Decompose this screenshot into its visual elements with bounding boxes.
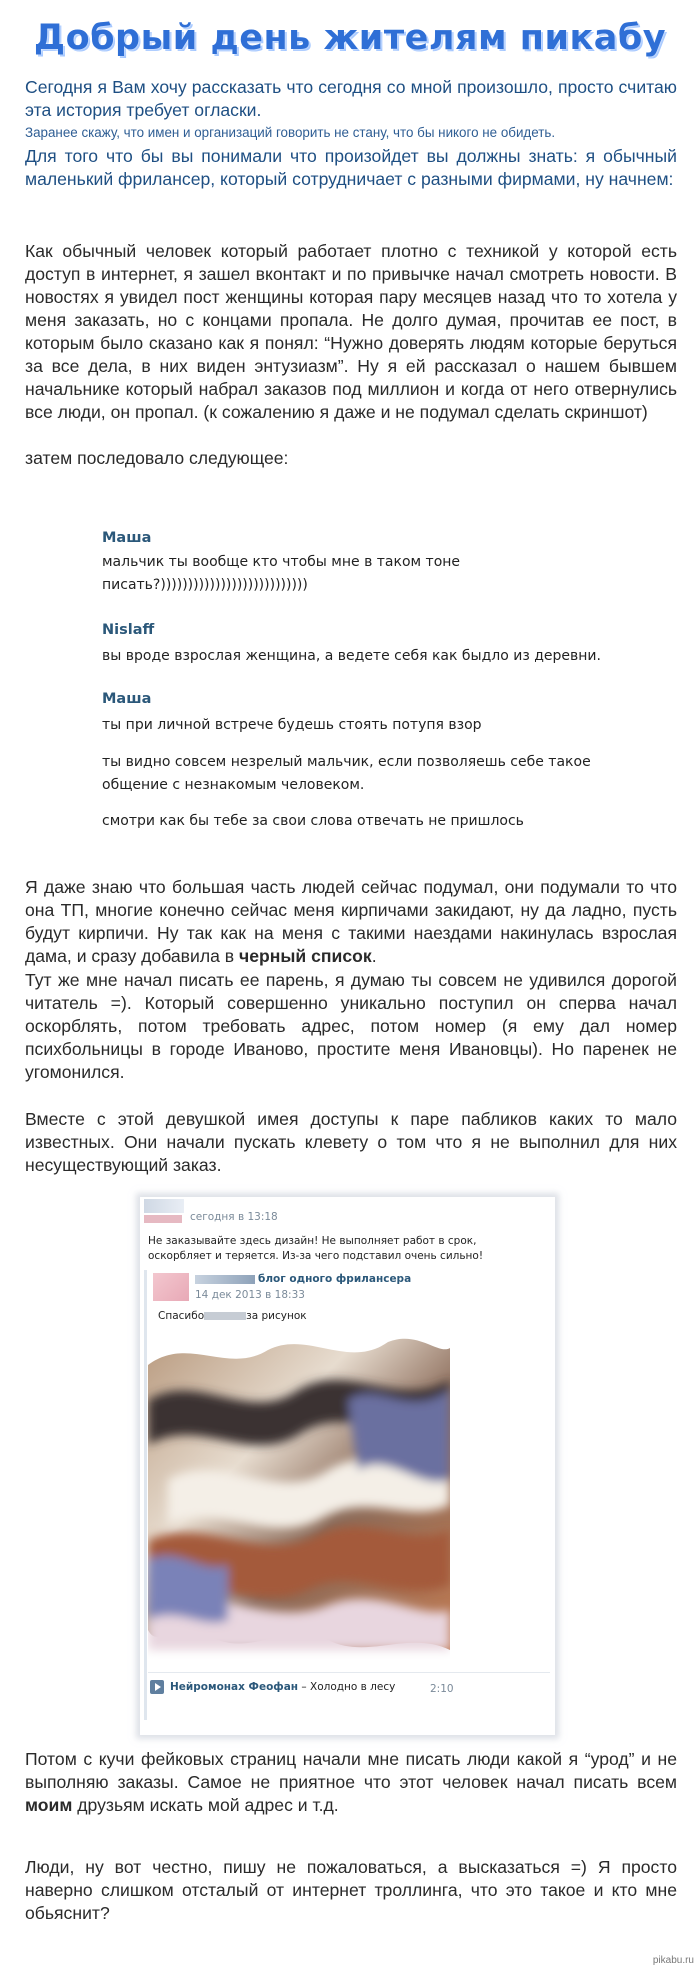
repost-source: блог одного фрилансера	[258, 1273, 412, 1285]
divider	[148, 1672, 550, 1673]
chat-message: писать?)))))))))))))))))))))))))))	[102, 577, 308, 593]
play-icon[interactable]	[150, 1680, 164, 1694]
story-paragraph-1: Как обычный человек который работает плотно с техникой у которой есть доступ в интернет, я зашел вконтакт и по привычке начал смотреть новости. В новостях я увидел пост женщины которая пару месяцев назад что то хотела у меня заказать, но с концами пропала. Не долго думая, прочитав ее пост, в которым было сказано как я понял: “Нужно доверять людям которые беруться за все дела, в них виден энтузиазм”. Ну я ей рассказал о нашем бывшем начальнике который набрал заказов под миллион и когда от него отвернулись все люди, он пропал. (к сожалению я даже и не подумал сделать скриншот)	[25, 241, 677, 422]
blurred-repost-name	[195, 1275, 255, 1284]
blurred-avatar	[144, 1199, 184, 1213]
slander-post-screenshot	[140, 1197, 555, 1735]
intro-note: Заранее скажу, что имен и организаций говорить не стану, что бы никого не обидеть.	[25, 125, 556, 140]
chat-message: вы вроде взрослая женщина, а ведете себя как быдло из деревни.	[102, 648, 601, 664]
repost-bar	[144, 1270, 147, 1720]
story-paragraph-2: Я даже знаю что большая часть людей сейчас подумал, они подумали то что она ТП, многие конечно сейчас меня кирпичами закидают, ну да ладно, пусть будут кирпичи. Ну так как на меня с такими наездами накинулась взрослая дама, и сразу добавила в черный список.	[25, 877, 677, 966]
repost-text: Спасибо за рисунок	[158, 1310, 307, 1322]
blacklist-emphasis: черный список	[239, 946, 372, 966]
story-paragraph-6: Люди, ну вот честно, пишу не пожаловаться, а высказаться =) Я просто наверно слишком отсталый от интернет троллинга, что это такое и кто мне обьяснит?	[25, 1857, 677, 1923]
story-paragraph-1-end: затем последовало следующее:	[25, 448, 289, 468]
chat-screenshot	[88, 526, 608, 846]
story-paragraph-3: Тут же мне начал писать ее парень, я думаю ты совсем не удивился дорогой читатель =). Который совершенно уникально поступил он сперва начал оскорблять, потом требовать адрес, потом номер (я ему дал номер психбольницы в городе Иваново, простите меня Ивановцы). Но паренек не угомонился.	[25, 970, 677, 1082]
chat-author: Маша	[102, 691, 152, 707]
chat-message: ты при личной встрече будешь стоять потупя взор	[102, 717, 482, 733]
my-emphasis: моим	[25, 1795, 73, 1815]
chat-message: смотри как бы тебе за свои слова отвечать не пришлось	[102, 813, 524, 829]
blurred-text	[204, 1312, 246, 1320]
post-text-line: оскорбляет и теряется. Из-за чего подставил очень сильно!	[148, 1250, 484, 1262]
story-paragraph-4: Вместе с этой девушкой имея доступы к паре пабликов каких то мало известных. Они начали пускать клевету о том что я не выполнил для них несуществующий заказ.	[25, 1109, 677, 1175]
intro-line: Сегодня я Вам хочу рассказать что сегодня со мной произошло, просто считаю эта история требует огласки.	[25, 77, 677, 120]
chat-message: ты видно совсем незрелый мальчик, если позволяешь себе такое	[102, 754, 591, 770]
chat-author: Маша	[102, 530, 152, 546]
blurred-name	[144, 1215, 182, 1223]
audio-track[interactable]: Нейромонах Феофан – Холодно в лесу	[170, 1681, 396, 1693]
watermark: pikabu.ru	[652, 1955, 694, 1966]
chat-message: общение с незнакомым человеком.	[102, 777, 365, 793]
chat-author: Nislaff	[102, 622, 155, 638]
page-title: Добрый день жителям пикабу	[33, 18, 667, 58]
chat-message: мальчик ты вообще кто чтобы мне в таком тоне	[102, 554, 461, 570]
blurred-drawing	[148, 1330, 450, 1660]
repost-date: 14 дек 2013 в 18:33	[195, 1289, 305, 1301]
post-time: сегодня в 13:18	[190, 1211, 278, 1223]
intro-paragraph: Для того что бы вы понимали что произойдет вы должны знать: я обычный маленький фрилансер, который сотрудничает с разными фирмами, ну начнем:	[25, 146, 677, 189]
story-paragraph-5: Потом с кучи фейковых страниц начали мне писать люди какой я “урод” и не выполняю заказы. Самое не приятное что этот человек начал писать всем моим друзьям искать мой адрес и т.д.	[25, 1749, 677, 1815]
post-text-line: Не заказывайте здесь дизайн! Не выполняет работ в срок,	[148, 1235, 477, 1247]
audio-duration: 2:10	[430, 1683, 454, 1695]
blurred-repost-avatar	[153, 1273, 189, 1301]
